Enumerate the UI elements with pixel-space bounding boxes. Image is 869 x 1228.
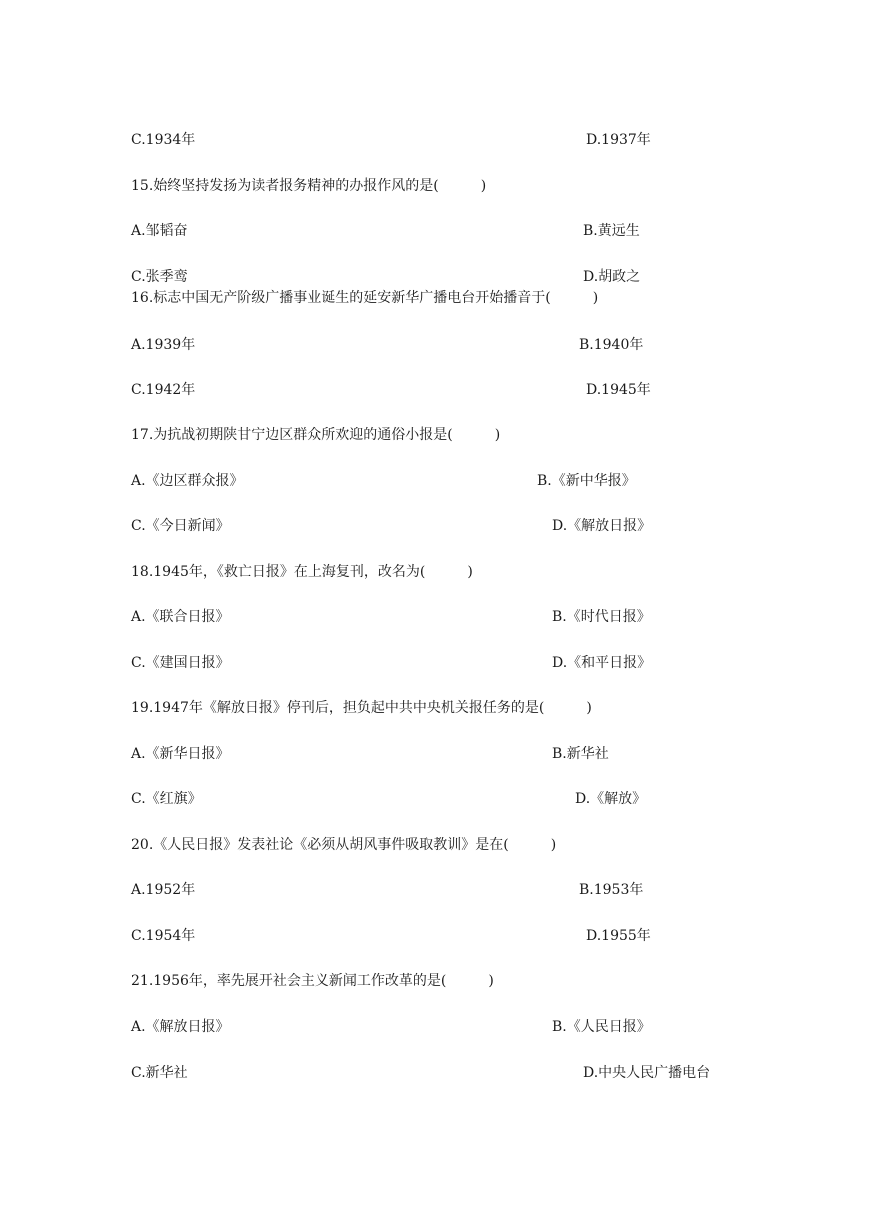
q16-option-d: D.1945年: [586, 382, 651, 398]
q20-option-a: A.1952年: [131, 882, 196, 898]
q16-option-b: B.1940年: [579, 337, 644, 353]
q15-stem: 15.始终坚持发扬为读者报务精神的办报作风的是( ): [131, 178, 487, 194]
q17-option-d: D.《解放日报》: [552, 518, 652, 534]
q19-stem: 19.1947年《解放日报》停刊后，担负起中共中央机关报任务的是( ): [131, 700, 592, 716]
q18-option-a: A.《联合日报》: [131, 609, 230, 625]
q16-stem: 16.标志中国无产阶级广播事业诞生的延安新华广播电台开始播音于( ): [131, 290, 599, 306]
q19-option-a: A.《新华日报》: [131, 746, 230, 762]
q17-stem: 17.为抗战初期陕甘宁边区群众所欢迎的通俗小报是( ): [131, 427, 501, 443]
q15-option-b: B.黄远生: [583, 223, 640, 239]
q19-option-b: B.新华社: [552, 746, 609, 762]
q16-option-a: A.1939年: [131, 337, 196, 353]
q17-option-c: C.《今日新闻》: [131, 518, 230, 534]
q21-stem: 21.1956年，率先展开社会主义新闻工作改革的是( ): [131, 973, 494, 989]
q21-option-d: D.中央人民广播电台: [583, 1065, 711, 1081]
q20-option-c: C.1954年: [131, 928, 196, 944]
q18-option-c: C.《建国日报》: [131, 655, 230, 671]
q20-option-b: B.1953年: [579, 882, 644, 898]
q17-option-b: B.《新中华报》: [537, 473, 636, 489]
q19-option-d: D.《解放》: [575, 791, 647, 807]
q21-option-a: A.《解放日报》: [131, 1019, 230, 1035]
q21-option-b: B.《人民日报》: [552, 1019, 651, 1035]
q14-option-c: C.1934年: [131, 132, 196, 148]
q15-option-c: C.张季鸾: [131, 269, 188, 285]
q21-option-c: C.新华社: [131, 1065, 188, 1081]
q15-option-d: D.胡政之: [583, 269, 641, 285]
q18-option-b: B.《时代日报》: [552, 609, 651, 625]
q14-option-d: D.1937年: [586, 132, 651, 148]
q18-option-d: D.《和平日报》: [552, 655, 652, 671]
q20-option-d: D.1955年: [586, 928, 651, 944]
q19-option-c: C.《红旗》: [131, 791, 202, 807]
q17-option-a: A.《边区群众报》: [131, 473, 244, 489]
q20-stem: 20.《人民日报》发表社论《必须从胡风事件吸取教训》是在( ): [131, 837, 557, 853]
q15-option-a: A.邹韬奋: [131, 223, 188, 239]
q18-stem: 18.1945年，《救亡日报》在上海复刊，改名为( ): [131, 564, 473, 580]
q16-option-c: C.1942年: [131, 382, 196, 398]
